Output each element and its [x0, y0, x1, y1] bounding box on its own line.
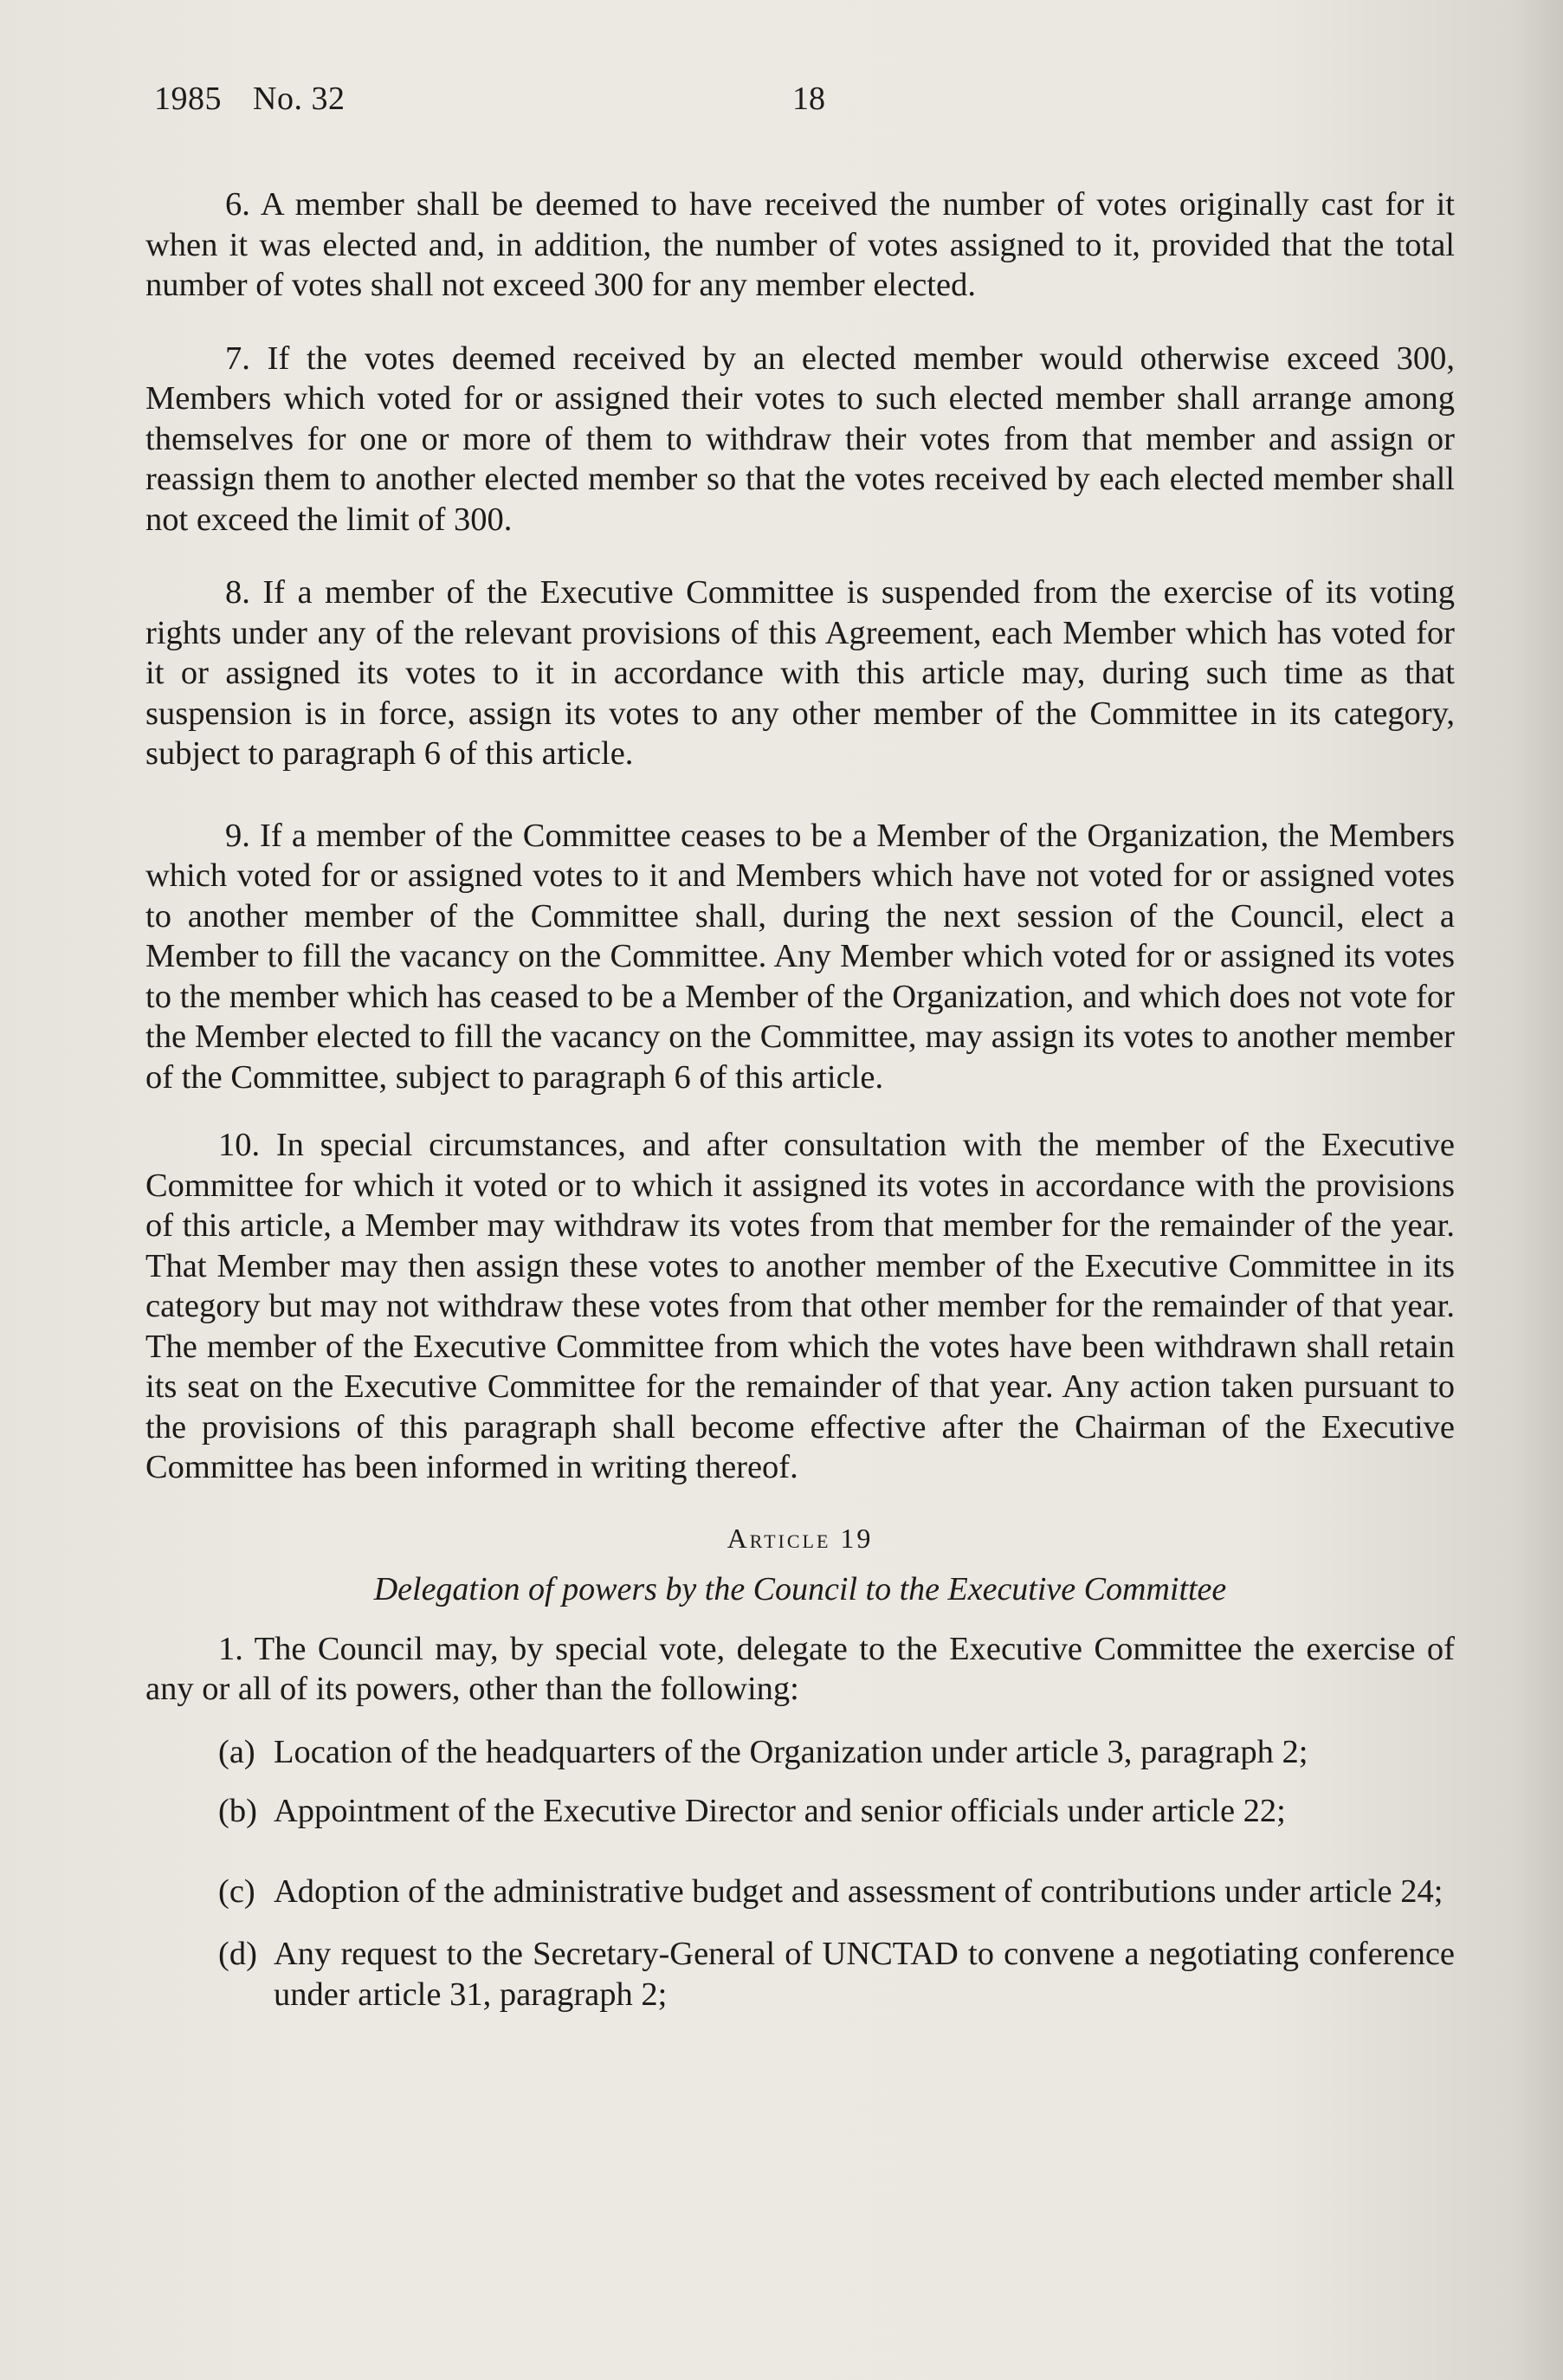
- article-title: Delegation of powers by the Council to the Executive Committee: [373, 1570, 1227, 1607]
- paragraph-6: 6. A member shall be deemed to have received the number of votes originally cast for it when it was elected and, in addition, the number of votes assigned to it, provided that the total number of votes shall not exceed 300 for any member elected.: [145, 186, 1455, 303]
- running-header: [154, 80, 345, 118]
- article-heading: Article 19: [727, 1522, 874, 1554]
- list-item-label: (a): [218, 1733, 255, 1770]
- list-item-text: Appointment of the Executive Director and senior officials under article 22;: [274, 1793, 1286, 1829]
- list-item-text: Adoption of the administrative budget and assessment of contributions under article 24;: [274, 1872, 1444, 1910]
- paragraph-7: 7. If the votes deemed received by an elected member would otherwise exceed 300, Members which voted for or assigned their votes to such elected member shall arrange among themselves for one or more of them to withdraw their votes from that member and assign or reassign them to another elected member so that the votes received by each elected member shall not exceed the limit of 300.: [145, 340, 1455, 538]
- header-number: No. 32: [253, 81, 346, 117]
- paragraph-8: 8. If a member of the Executive Committee is suspended from the exercise of its voting rights under any of the relevant provisions of this Agreement, each Member which has voted for it or assigned its votes to it in accordance with this article may, during such time as that suspension is in force, assign its votes to any other member of the Committee in its category, subject to paragraph 6 of this article.: [145, 574, 1455, 772]
- list-item-label: (c): [218, 1872, 255, 1910]
- paragraph-10: 10. In special circumstances, and after consultation with the member of the Executive Committee for which it voted or to which it assigned its votes in accordance with the provisions of this article, a Member may withdraw its votes from that member for the remainder of the year. That Member may then assign these votes to another member of the Executive Committee in its category but may not withdraw these votes from that other member for the remainder of that year. The member of the Executive Committee from which the votes have been withdrawn shall retain its seat on the Executive Committee for the remainder of that year. Any action taken pursuant to the provisions of this paragraph shall become effective after the Chairman of the Executive Committee has been informed in writing thereof.: [145, 1127, 1455, 1485]
- page-number: 18: [792, 81, 825, 117]
- list-item: [145, 1872, 1455, 1912]
- list-item-label: (d): [218, 1936, 257, 1972]
- article-intro: 1. The Council may, by special vote, delegate to the Executive Committee the exercise of any or all of its powers, other than the following:: [145, 1630, 1455, 1707]
- paragraph-9: 9. If a member of the Committee ceases to be a Member of the Organization, the Members which voted for or assigned votes to it and Members which have not voted for or assigned votes to another member of the Committee shall, during the next session of the Council, elect a Member to fill the vacancy on the Committee. Any Member which voted for or assigned its votes to the member which has ceased to be a Member of the Organization, and which does not vote for the Member elected to fill the vacancy on the Committee, may assign its votes to another member of the Committee, subject to paragraph 6 of this article.: [145, 817, 1455, 1096]
- list-item-text: Any request to the Secretary-General of UNCTAD to convene a negotiating conference under article 31, paragraph 2;: [274, 1936, 1455, 2013]
- list-item: [145, 1732, 1455, 1773]
- document-body: [145, 184, 1455, 2015]
- header-year: 1985: [154, 81, 222, 117]
- list-item-text: Location of the headquarters of the Organization under article 3, paragraph 2;: [274, 1733, 1308, 1770]
- list-item: [145, 1934, 1455, 2015]
- list-item-label: (b): [218, 1793, 257, 1829]
- list-item: [145, 1791, 1455, 1832]
